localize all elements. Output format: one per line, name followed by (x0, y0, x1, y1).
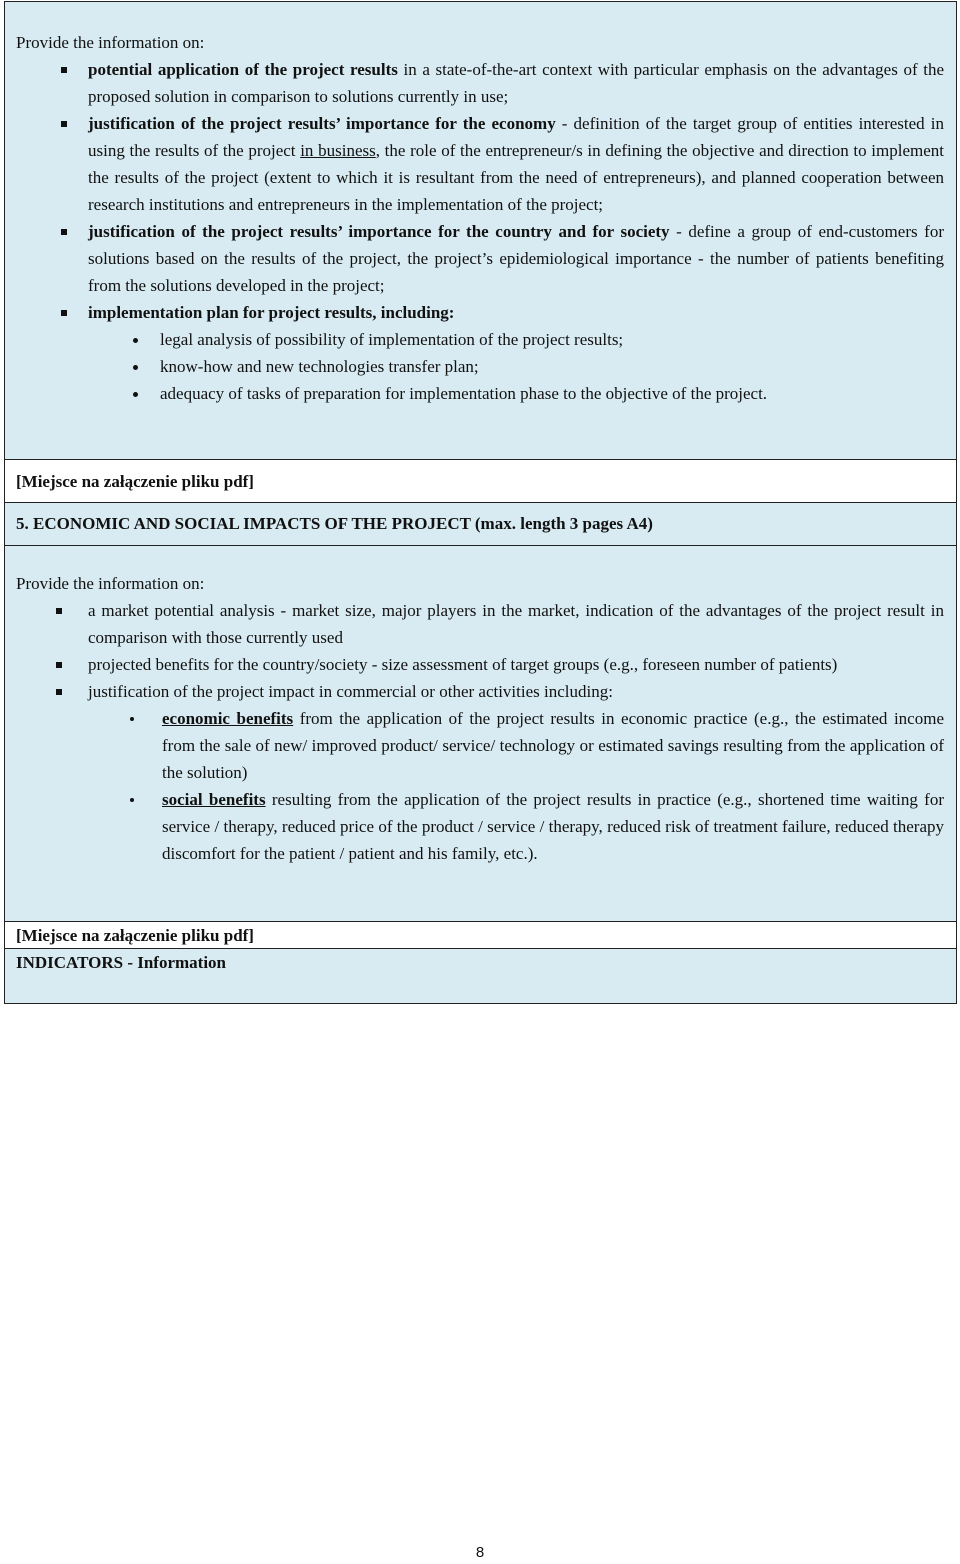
square-bullet-icon (56, 608, 62, 614)
section5-intro: Provide the information on: (16, 574, 205, 593)
list-item (162, 705, 944, 786)
subitem-text: adequacy of tasks of preparation for implementation phase to the objective of the project. (160, 384, 768, 403)
square-bullet-icon (61, 67, 67, 73)
item-text: justification of the project impact in commercial or other activities including: (88, 682, 613, 701)
benefit-term: economic benefits (162, 709, 294, 728)
benefit-text: from the application of the project results in economic practice (e.g., the estimated income from the sale of new/ improved product/ service/ technology or estimated savings resulting from the application of the solution) (162, 709, 944, 782)
section5-list (16, 597, 944, 705)
item-text: - definition of the target group of entities interested in using the results of the project (88, 114, 944, 160)
square-bullet-icon (61, 229, 67, 235)
square-bullet-icon (61, 121, 67, 127)
item-title: justification of the project results’ importance for the economy (88, 114, 556, 133)
round-bullet-icon (130, 717, 134, 721)
benefit-term: social benefits (162, 790, 266, 809)
list-item (162, 786, 944, 867)
list-item (88, 56, 944, 110)
round-bullet-icon (133, 365, 138, 370)
list-item (88, 651, 944, 678)
attachment-row[interactable] (5, 460, 956, 503)
page-number: 8 (475, 1544, 485, 1561)
square-bullet-icon (56, 662, 62, 668)
subitem-text: legal analysis of possibility of implementation of the project results; (160, 330, 624, 349)
item-text: - define a group of end-customers for solutions based on the results of the project, the project’s epidemiological importance - the number of patients benefiting from the solutions developed in the project; (88, 222, 944, 295)
item-text: projected benefits for the country/society - size assessment of target groups (e.g., foreseen number of patients) (88, 655, 838, 674)
form-table (4, 1, 957, 1004)
square-bullet-icon (61, 310, 67, 316)
section4-content (5, 2, 956, 460)
attachment-placeholder[interactable]: [Miejsce na załączenie pliku pdf] (16, 472, 254, 491)
item-title: justification of the project results’ importance for the country and for society (88, 222, 670, 241)
list-item (88, 678, 944, 705)
underlined-text: in business (300, 141, 376, 160)
list-item (160, 353, 944, 380)
round-bullet-icon (133, 392, 138, 397)
item-text: in a state-of-the-art context with particular emphasis on the advantages of the proposed solution in comparison to solutions currently in use; (88, 60, 945, 106)
attachment-row[interactable] (5, 922, 956, 949)
list-item (88, 597, 944, 651)
section4-sublist (16, 326, 944, 407)
list-item (88, 218, 944, 299)
item-text: a market potential analysis - market size, major players in the market, indication of the advantages of the project result in comparison with those currently used (88, 601, 944, 647)
list-item (88, 110, 944, 218)
item-title: potential application of the project results (88, 60, 398, 79)
section4-list (16, 56, 944, 326)
round-bullet-icon (133, 338, 138, 343)
item-text: , the role of the entrepreneur/s in defining the objective and direction to implement the results of the project (extent to which it is resultant from the need of entrepreneurs), and planned cooperation between research institutions and entrepreneurs in the implementation of the project; (88, 141, 945, 214)
section-heading: 5. ECONOMIC AND SOCIAL IMPACTS OF THE PROJECT (max. length 3 pages A4) (16, 514, 653, 533)
benefit-text: resulting from the application of the project results in practice (e.g., shortened time waiting for service / therapy, reduced price of the product / service / therapy, reduced risk of treatment failure, reduced therapy discomfort for the patient / patient and his family, etc.). (162, 790, 944, 863)
list-item (160, 326, 944, 353)
section5-content (5, 546, 956, 922)
attachment-placeholder[interactable]: [Miejsce na załączenie pliku pdf] (16, 926, 254, 945)
section5-heading-row (5, 503, 956, 546)
subitem-text: know-how and new technologies transfer plan; (160, 357, 479, 376)
indicators-heading: INDICATORS - Information (16, 953, 227, 972)
section4-intro: Provide the information on: (16, 33, 205, 52)
round-bullet-icon (130, 798, 134, 802)
indicators-row (5, 949, 956, 1004)
list-item (88, 299, 944, 326)
list-item (160, 380, 944, 407)
square-bullet-icon (56, 689, 62, 695)
section5-sublist (16, 705, 944, 867)
item-title: implementation plan for project results, including: (88, 303, 455, 322)
